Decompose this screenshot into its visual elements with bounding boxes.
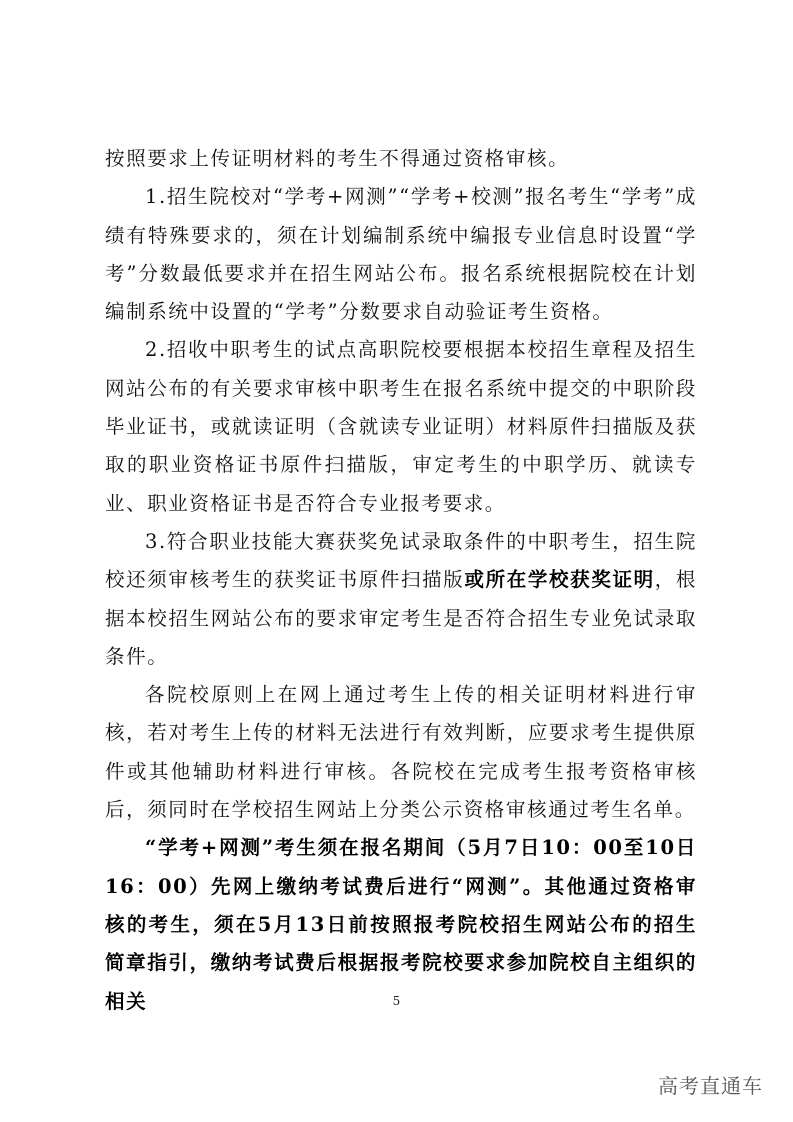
paragraph-exam-fee-notice bbox=[105, 829, 697, 1020]
paragraph-0-text: 按照要求上传证明材料的考生不得通过资格审核。 bbox=[105, 147, 570, 170]
paragraph-5-text: “学考+网测”考生须在报名期间（5月7日10：00至10日16：00）先网上缴纳考试费后进行“网测”。其他通过资格审核的考生，须在5月13日前按照报考院校招生网站公布的招生简章指引，缴纳考试费后根据报考院校要求参加院校自主组织的相关 bbox=[105, 836, 697, 1013]
watermark-text: 高考直通车 bbox=[658, 1074, 763, 1098]
paragraph-item-1 bbox=[105, 178, 697, 331]
paragraph-item-3 bbox=[105, 523, 697, 676]
paragraph-item-2 bbox=[105, 331, 697, 522]
document-body bbox=[105, 140, 697, 1021]
paragraph-review-principle bbox=[105, 676, 697, 829]
paragraph-1-text: 1.招生院校对“学考+网测”“学考+校测”报名考生“学考”成绩有特殊要求的，须在计划编制系统中编报专业信息时设置“学考”分数最低要求并在招生网站公布。报名系统根据院校在计划编制系统中设置的“学考”分数要求自动验证考生资格。 bbox=[105, 185, 697, 324]
paragraph-4-text: 各院校原则上在网上通过考生上传的相关证明材料进行审核，若对考生上传的材料无法进行有效判断，应要求考生提供原件或其他辅助材料进行审核。各院校在完成考生报考资格审核后，须同时在学校招生网站上分类公示资格审核通过考生名单。 bbox=[105, 683, 697, 822]
paragraph-continuation bbox=[105, 140, 697, 178]
paragraph-3-bold-text: 或所在学校获奖证明 bbox=[464, 568, 655, 592]
page-number: 5 bbox=[392, 994, 401, 1008]
paragraph-3-text-b: ，根据本校招生网站公布的要求审定考生是否符合招生专业免试录取条件。 bbox=[105, 568, 697, 668]
paragraph-2-text: 2.招收中职考生的试点高职院校要根据本校招生章程及招生网站公布的有关要求审核中职考生在报名系统中提交的中职阶段毕业证书，或就读证明（含就读专业证明）材料原件扫描版及获取的职业资格证书原件扫描版，审定考生的中职学历、就读专业、职业资格证书是否符合专业报考要求。 bbox=[105, 338, 697, 515]
paragraph-3-text-a: 3.符合职业技能大赛获奖免试录取条件的中职考生，招生院校还须审核考生的获奖证书原件扫描版 bbox=[105, 529, 697, 592]
